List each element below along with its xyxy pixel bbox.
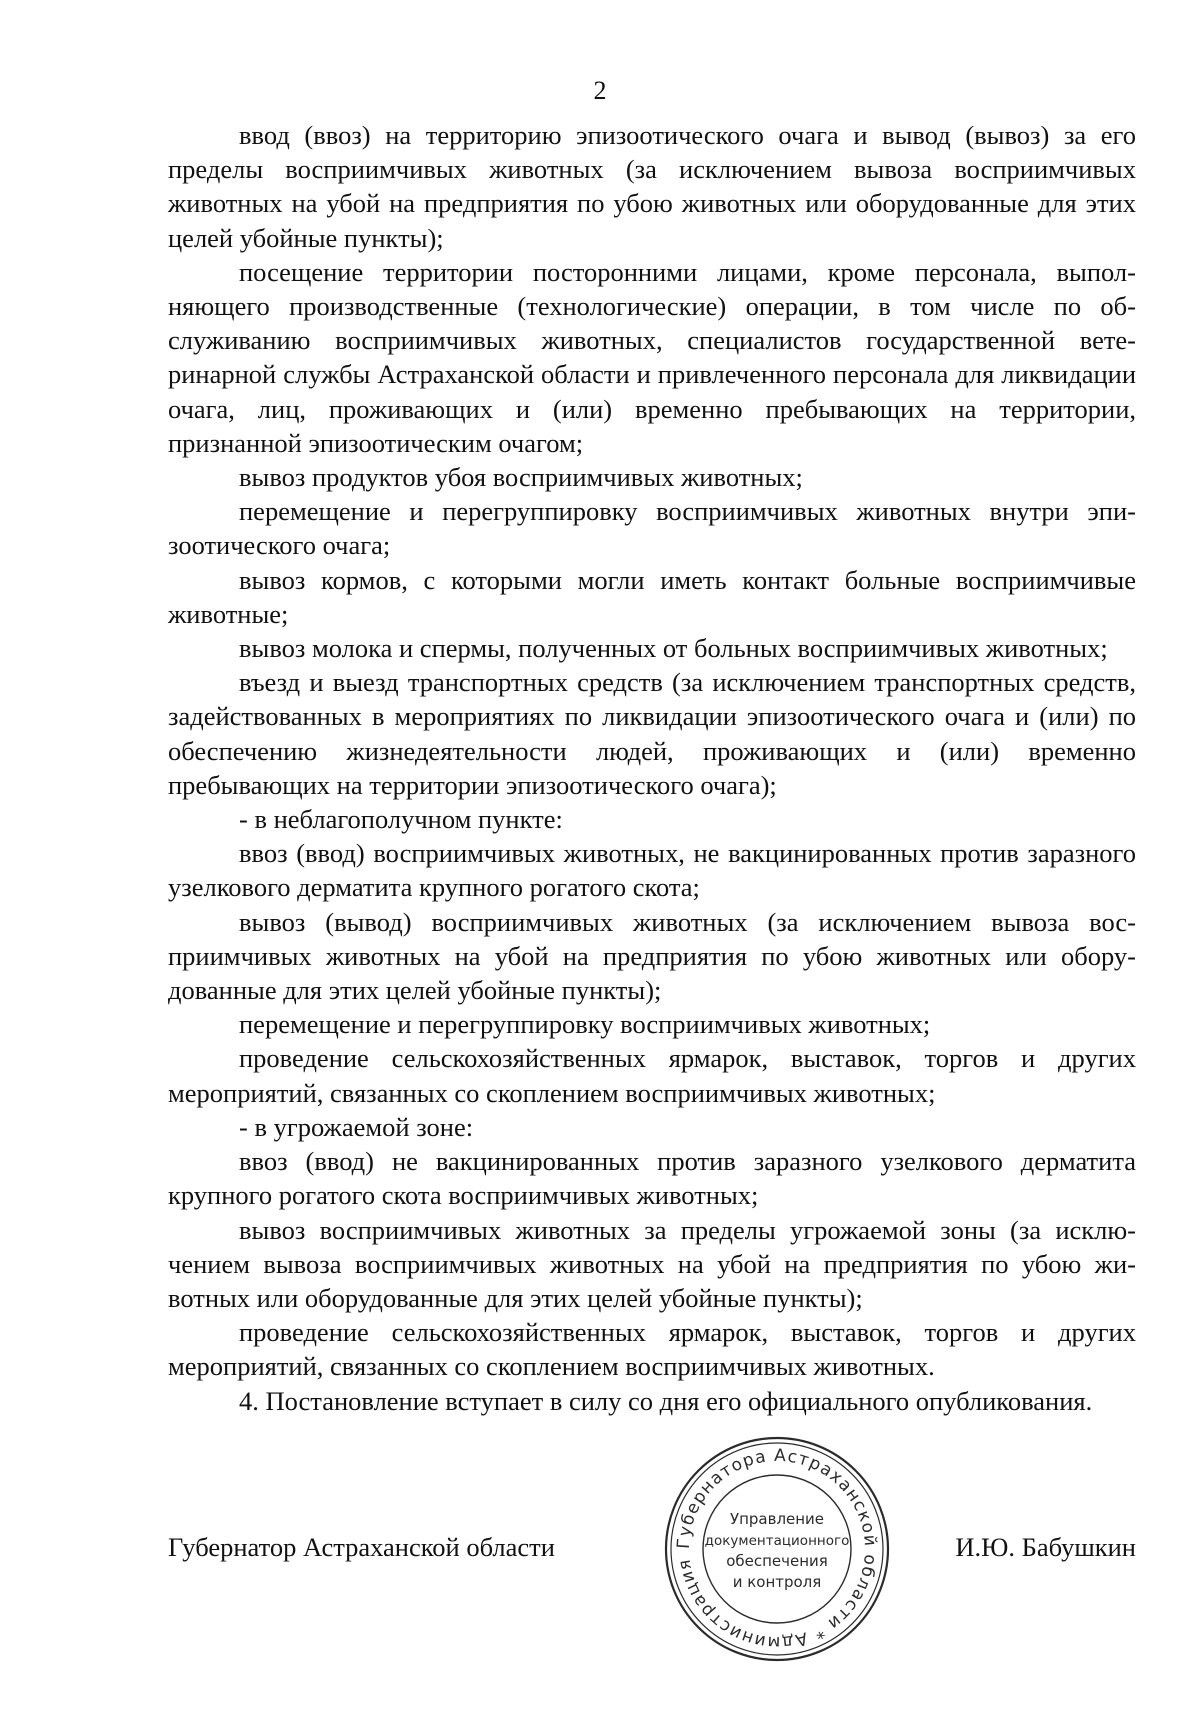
paragraph: вывоз восприимчивых животных за пределы угрожаемой зоны (за исключением вывоза восприимчивых животных на убой на предприятия по убою животных или оборудованные для этих целей убойные пункты);	[168, 1214, 1136, 1313]
seal-stamp	[662, 1434, 892, 1664]
paragraph: вывоз кормов, с которыми могли иметь контакт больные восприимчивые животные;	[168, 564, 1136, 629]
seal-ring-text: Губернатора Астраханской области * Администрация	[673, 1445, 881, 1653]
paragraph: перемещение и перегруппировку восприимчивых животных внутри эпизоотического очага;	[168, 496, 1136, 561]
signer-name: И.Ю. Бабушкин	[955, 1532, 1136, 1562]
signature-block	[168, 1530, 1136, 1570]
paragraph: посещение территории посторонними лицами, кроме персонала, выполняющего производственные (технологические) операции, в том числе по обслуживанию восприимчивых животных, специалистов государственной ветеринарной службы Астраханской области и привлеченного персонала для ликвидации очага, лиц, проживающих и (или) временно пребывающих на территории, признанной эпизоотическим очагом;	[168, 256, 1136, 458]
paragraph: ввод (ввоз) на территорию эпизоотического очага и вывод (вывоз) за его пределы восприимчивых животных (за исключением вывоза восприимчивых животных на убой на предприятия по убою животных или оборудованные для этих целей убойные пункты);	[168, 120, 1136, 253]
official-seal	[662, 1434, 892, 1664]
seal-center-line: документационного	[704, 1533, 850, 1549]
paragraph: ввоз (ввод) не вакцинированных против заразного узелкового дерматита крупного рогатого скота восприимчивых животных;	[168, 1146, 1136, 1211]
paragraph: въезд и выезд транспортных средств (за исключением транспортных средств, задействованных в мероприятиях по ликвидации эпизоотического очага и (или) по обеспечению жизнедеятельности людей, проживающих и (или) временно пребывающих на территории эпизоотического очага);	[168, 667, 1136, 800]
paragraph: проведение сельскохозяйственных ярмарок, выставок, торгов и других мероприятий, связанных со скоплением восприимчивых животных.	[168, 1317, 1136, 1382]
seal-center-line: обеспечения	[726, 1552, 828, 1570]
seal-outer-ring	[666, 1438, 888, 1660]
seal-center-line: и контроля	[732, 1573, 822, 1591]
document-body	[168, 118, 1136, 1418]
paragraph: вывоз (вывод) восприимчивых животных (за исключением вывоза восприимчивых животных на убой на предприятия по убою животных или оборудованные для этих целей убойные пункты);	[168, 906, 1136, 1006]
paragraph: 4. Постановление вступает в силу со дня его официального опубликования.	[239, 1385, 1093, 1416]
paragraph: - в неблагополучном пункте:	[239, 804, 563, 835]
paragraph: - в угрожаемой зоне:	[239, 1111, 474, 1142]
paragraph: проведение сельскохозяйственных ярмарок, выставок, торгов и других мероприятий, связанных со скоплением восприимчивых животных;	[168, 1043, 1136, 1108]
seal-inner-ring	[703, 1475, 851, 1623]
signer-position: Губернатор Астраханской области	[168, 1532, 555, 1562]
seal-center-line: Управление	[729, 1510, 825, 1528]
paragraph: перемещение и перегруппировку восприимчивых животных;	[239, 1009, 931, 1040]
paragraph: вывоз молока и спермы, полученных от больных восприимчивых животных;	[239, 633, 1108, 664]
paragraph: ввоз (ввод) восприимчивых животных, не вакцинированных против заразного узелкового дерматита крупного рогатого скота;	[168, 838, 1136, 903]
page-number: 2	[593, 76, 607, 105]
paragraph: вывоз продуктов убоя восприимчивых животных;	[239, 462, 803, 493]
